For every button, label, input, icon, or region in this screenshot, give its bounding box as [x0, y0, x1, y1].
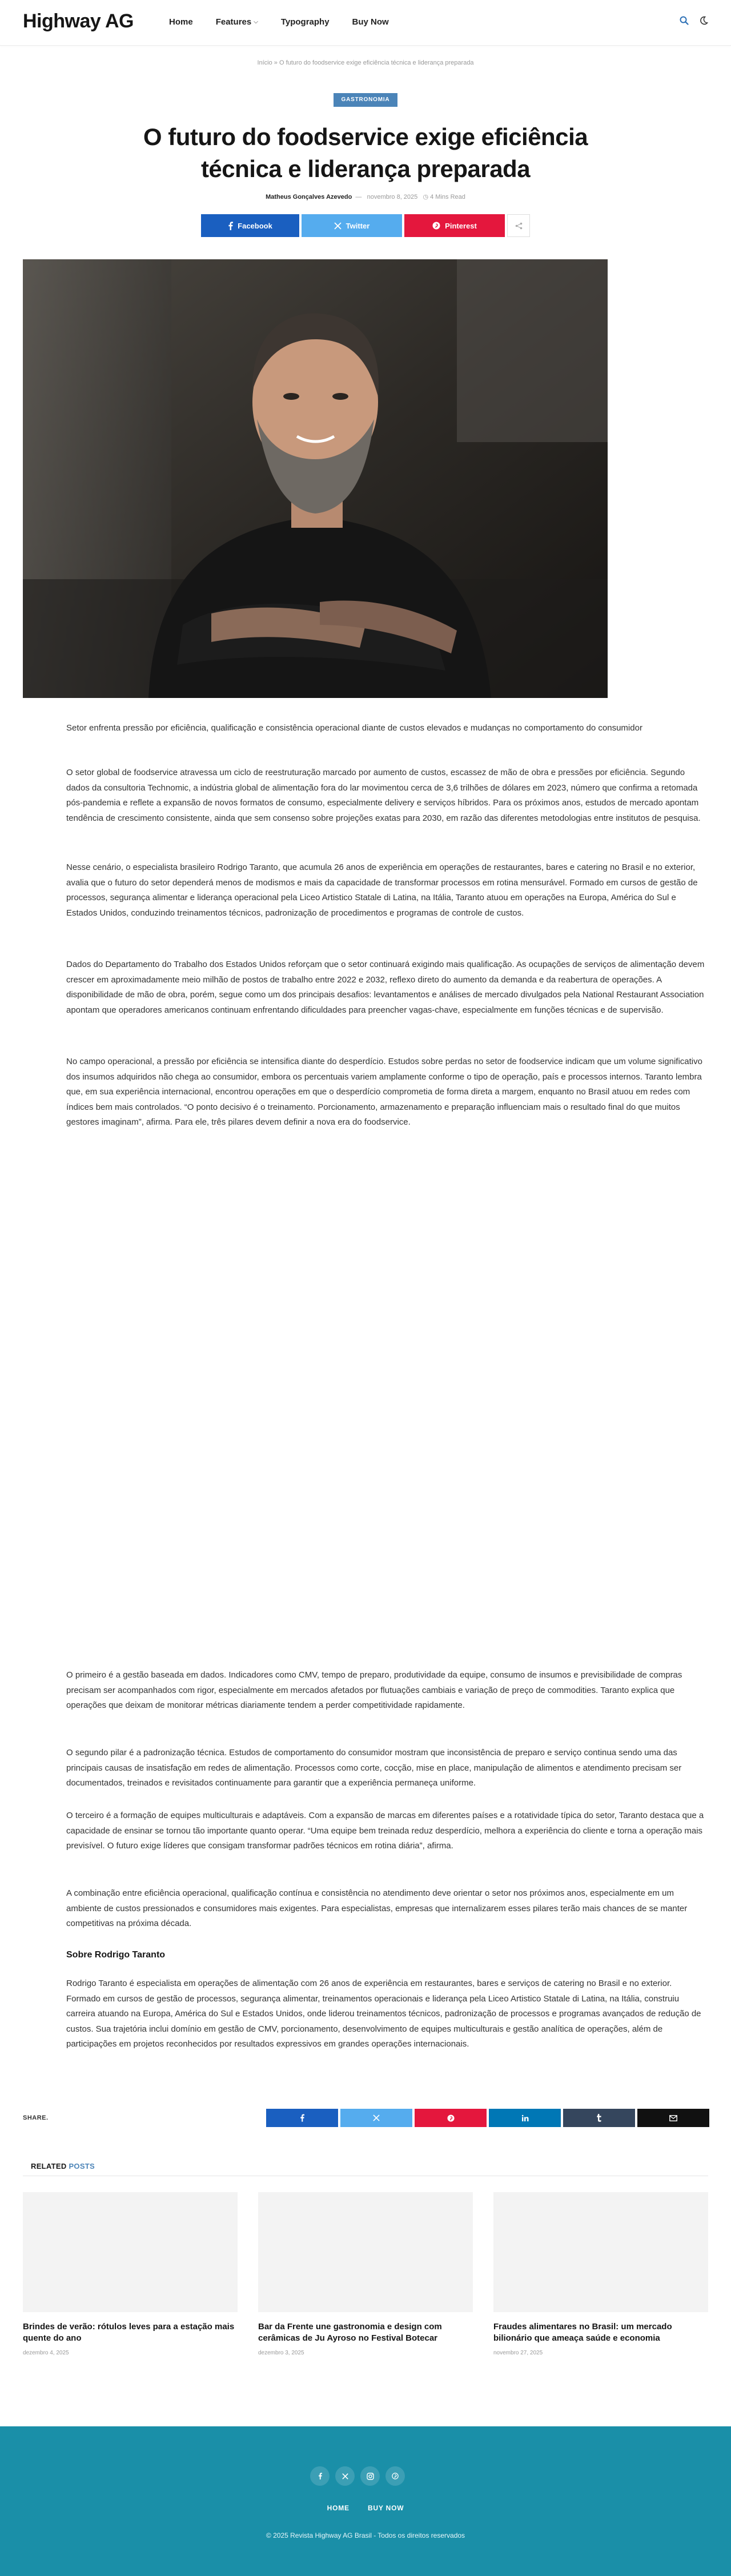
- about-paragraph: Rodrigo Taranto é especialista em operações de alimentação com 26 anos de experiência em restaurantes, bares e serviços de catering no Brasil e no exterior. Formado em cursos de gestão de processos, segurança alimentar, treinamentos operacionais e liderança pela Liceo Artistico Statale di Latina, na Itália, construiu carreira atuando na Europa, América do Sul e Estados Unidos, onde liderou treinamentos técnicos, padronização de processos e programas avançados de redução de custos. Sua trajetória inclui domínio em gestão de CMV, porcionamento, desenvolvimento de equipes multiculturais e gestão analítica de operações, além de participações em projetos reconhecidos por resultados expressivos em grandes operações internacionais.: [66, 1979, 701, 2049]
- share-more-button[interactable]: [507, 214, 530, 237]
- related-post-card[interactable]: [493, 2192, 708, 2356]
- share-top: [201, 214, 530, 237]
- nav-home-label: Home: [169, 17, 193, 27]
- related-post-card[interactable]: [23, 2192, 238, 2356]
- paragraph-5: No campo operacional, a pressão por eficiência se intensifica diante do desperdício. Estudos sobre perdas no setor de foodservice indicam que um volume significativo dos insumos adquiridos não chega ao consumidor, embora os percentuais variem amplamente conforme o tipo de operação, país e processos internos. Taranto lembra que, em sua experiência internacional, encontrou operações em que o desperdício comprometia de forma direta a margem, enquanto no Brasil atuou em redes com índices bem mais controlados. “O ponto decisivo é o treinamento. Porcionamento, armazenamento e preparação influenciam mais o resultado final do que muitos gestores imaginam”, afirma. Para ele, três pilares devem definir a nova era do foodservice.: [66, 1057, 702, 1127]
- x-icon: [334, 222, 342, 230]
- related-post-thumbnail[interactable]: [23, 2192, 238, 2312]
- share-twitter-button[interactable]: [302, 214, 402, 237]
- share-bottom-tumblr-button[interactable]: [563, 2109, 635, 2127]
- breadcrumb: Início » O futuro do foodservice exige eficiência técnica e liderança preparada: [257, 59, 474, 66]
- category-badge[interactable]: GASTRONOMIA: [334, 93, 397, 107]
- site-logo[interactable]: Highway AG: [23, 10, 134, 32]
- related-post-date: dezembro 3, 2025: [258, 2350, 304, 2356]
- paragraph-1: Setor enfrenta pressão por eficiência, qualificação e consistência operacional diante de custos elevados e mudanças no comportamento do consumidor: [66, 723, 642, 733]
- copyright: © 2025 Revista Highway AG Brasil - Todos os direitos reservados: [266, 2531, 465, 2539]
- share-bottom-email-button[interactable]: [637, 2109, 709, 2127]
- related-post-date: dezembro 4, 2025: [23, 2350, 69, 2356]
- nav-features-label: Features: [215, 17, 252, 27]
- about-block: [66, 1976, 708, 2052]
- related-post-date: novembro 27, 2025: [493, 2350, 543, 2356]
- related-post-thumbnail[interactable]: [258, 2192, 473, 2312]
- body-block-2: [66, 860, 708, 921]
- related-post-title[interactable]: Brindes de verão: rótulos leves para a estação mais quente do ano: [23, 2322, 235, 2343]
- share-bottom-x-button[interactable]: [340, 2109, 412, 2127]
- paragraph-3: Nesse cenário, o especialista brasileiro Rodrigo Taranto, que acumula 26 anos de experiência em operações de restaurantes, bares e catering no Brasil e no exterior, avalia que o futuro do setor dependerá menos de modismos e mais da capacidade de transformar processos em rotina mensurável. Formado em cursos de gestão de processos, segurança alimentar e liderança operacional pela Liceo Artistico Statale di Latina, na Itália, Taranto atuou em operações na Europa, América do Sul e Estados Unidos, conduzindo treinamentos técnicos, padronização de procedimentos e programas de controle de custos.: [66, 862, 698, 918]
- about-heading-block: [66, 1948, 708, 1963]
- body-block-6: [66, 1746, 708, 1791]
- share-label: SHARE.: [23, 2114, 49, 2121]
- related-post-title[interactable]: Bar da Frente une gastronomia e design com cerâmicas de Ju Ayroso no Festival Botecar: [258, 2322, 442, 2343]
- related-posts-header: [23, 2153, 708, 2176]
- post-author[interactable]: Matheus Gonçalves Azevedo: [266, 194, 352, 200]
- body-block-4: [66, 1054, 708, 1130]
- post-date: novembro 8, 2025: [367, 194, 418, 200]
- body-block-3: [66, 957, 708, 1018]
- instagram-icon[interactable]: [360, 2466, 380, 2486]
- dark-mode-icon[interactable]: [699, 16, 708, 25]
- search-icon[interactable]: [680, 16, 689, 25]
- chevron-down-icon: ⌵: [254, 19, 258, 25]
- nav-buy-now[interactable]: [352, 17, 389, 27]
- nav-typography[interactable]: [281, 17, 330, 27]
- footer-nav-buy-now[interactable]: BUY NOW: [367, 2504, 404, 2512]
- share-twitter-label: Twitter: [346, 221, 370, 230]
- share-bottom-facebook-button[interactable]: [266, 2109, 338, 2127]
- related-title-part1: RELATED: [31, 2162, 67, 2170]
- x-icon[interactable]: [335, 2466, 355, 2486]
- related-posts-title: [31, 2162, 95, 2170]
- read-time: 4 Mins Read: [430, 194, 465, 200]
- pinterest-icon: [447, 2114, 455, 2122]
- clock-icon: ◷: [419, 194, 431, 200]
- paragraph-7: O segundo pilar é a padronização técnica. Estudos de comportamento do consumidor mostram que inconsistência de preparo e serviço continua sendo uma das principais causas de insatisfação em redes de alimentação. Processos como corte, cocção, mise en place, manipulação de alimentos e atendimento precisam ser documentados, treinados e revisitados continuamente para garantir que a experiência permaneça uniforme.: [66, 1748, 682, 1788]
- body-block-5: [66, 1668, 708, 1714]
- share-bottom-linkedin-button[interactable]: [489, 2109, 561, 2127]
- share-bottom: [266, 2109, 709, 2127]
- facebook-icon[interactable]: [310, 2466, 330, 2486]
- related-post-thumbnail[interactable]: [493, 2192, 708, 2312]
- related-title-part2: POSTS: [69, 2162, 95, 2170]
- share-facebook-label: Facebook: [238, 221, 272, 230]
- share-bottom-pinterest-button[interactable]: [415, 2109, 487, 2127]
- featured-image: [23, 259, 608, 698]
- share-pinterest-label: Pinterest: [445, 221, 477, 230]
- footer-nav-home[interactable]: HOME: [327, 2504, 350, 2512]
- pinterest-icon[interactable]: [385, 2466, 405, 2486]
- paragraph-2: O setor global de foodservice atravessa um ciclo de reestruturação marcado por aumento de custos, escassez de mão de obra e pressões por eficiência. Segundo dados da consultoria Technomic, a indústria global de alimentação fora do lar movimentou cerca de 3,6 trilhões de dólares em 2023, número que confirma a retomada pós-pandemia e reflete a expansão de novos formatos de consumo, especialmente delivery e serviços híbridos. Para os próximos anos, estudos de mercado apontam tendência de crescimento consistente, ainda que sem consenso sobre projeções exatas para 2030, em razão das diferentes metodologias entre institutos de pesquisa.: [66, 768, 701, 823]
- related-post-title[interactable]: Fraudes alimentares no Brasil: um mercado bilionário que ameaça saúde e economia: [493, 2322, 672, 2343]
- share-facebook-button[interactable]: [201, 214, 299, 237]
- footer-nav: [0, 2504, 731, 2512]
- paragraph-6: O primeiro é a gestão baseada em dados. Indicadores como CMV, tempo de preparo, produtividade da equipe, consumo de insumos e previsibilidade de compras precisam ser acompanhados com rigor, especialmente em mercados afetados por flutuações cambiais e variação de preço de commodities. Taranto explica que operações que deixam de monitorar métricas diariamente tendem a perder competitividade rapidamente.: [66, 1670, 682, 1710]
- related-post-card[interactable]: [258, 2192, 473, 2356]
- facebook-icon: [228, 222, 233, 230]
- x-icon: [373, 2114, 380, 2121]
- linkedin-icon: [521, 2114, 529, 2122]
- post-meta: [0, 193, 731, 200]
- paragraph-4: Dados do Departamento do Trabalho dos Estados Unidos reforçam que o setor continuará exigindo mais qualificação. As ocupações de serviços de alimentação devem crescer em aproximadamente meio milhão de postos de trabalho entre 2022 e 2032, reflexo direto do aumento da demanda e da reabertura de operações. A disponibilidade de mão de obra, porém, segue como um dos principais desafios: levantamentos e análises de mercado divulgados pela National Restaurant Association apontam que operadores americanos continuam enfrentando dificuldades para preencher vagas-chave, especialmente em funções técnicas e de supervisão.: [66, 960, 705, 1015]
- body-block-8: [66, 1886, 708, 1932]
- lead-paragraph: [66, 721, 708, 736]
- tumblr-icon: [596, 2114, 602, 2122]
- header-tools: [680, 16, 708, 25]
- site-footer: [0, 2426, 731, 2576]
- nav-typography-label: Typography: [280, 17, 330, 27]
- share-icon: [515, 222, 523, 230]
- body-block-1: [66, 765, 708, 826]
- paragraph-9: A combinação entre eficiência operacional, qualificação contínua e consistência no atendimento deve orientar o setor nos próximos anos, especialmente em um ambiente de custos pressionados e consumidores mais exigentes. Para especialistas, empresas que internalizarem esses pilares terão mais chances de se manter competitivas na próxima década.: [66, 1888, 688, 1928]
- email-icon: [669, 2115, 677, 2121]
- body-block-7: [66, 1808, 708, 1854]
- nav-buy-now-label: Buy Now: [352, 17, 389, 27]
- about-heading: Sobre Rodrigo Taranto: [66, 1950, 166, 1960]
- post-title: O futuro do foodservice exige eficiência técnica e liderança preparada: [143, 123, 588, 182]
- nav-home[interactable]: [169, 17, 193, 27]
- nav-features[interactable]: [216, 17, 258, 27]
- facebook-icon: [300, 2114, 304, 2122]
- paragraph-8: O terceiro é a formação de equipes multiculturais e adaptáveis. Com a expansão de marcas em diferentes países e a rotatividade típica do setor, Taranto destaca que a capacidade de ensinar se tornou tão importante quanto operar. “Uma equipe bem treinada reduz desperdício, melhora a experiência do cliente e torna a operação mais previsível. O futuro exige líderes que consigam transformar padrões técnicos em rotina diária”, afirma.: [66, 1811, 704, 1851]
- meta-separator: —: [354, 194, 366, 200]
- pinterest-icon: [432, 222, 440, 230]
- share-pinterest-button[interactable]: [404, 214, 505, 237]
- footer-social-links: [310, 2466, 405, 2486]
- site-header: [0, 0, 731, 46]
- main-nav: [169, 17, 389, 27]
